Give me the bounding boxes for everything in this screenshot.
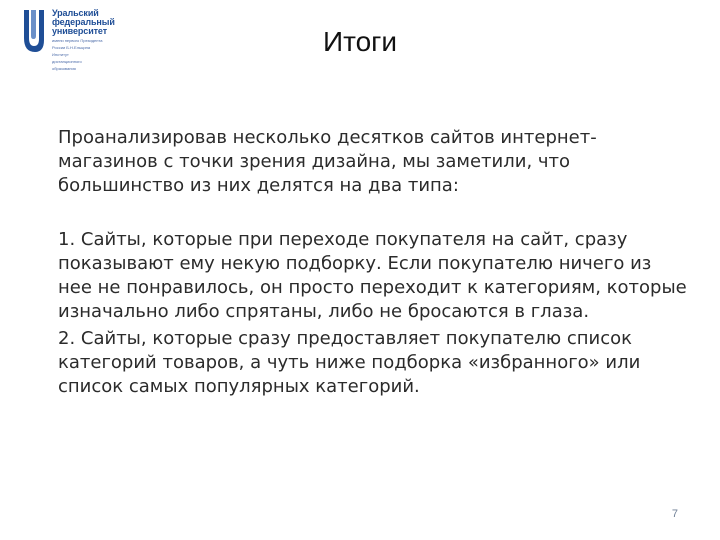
- university-logo: [22, 8, 122, 70]
- logo-department-line: дистанционного: [52, 59, 82, 64]
- logo-subtitle-line: имени первого Президента: [52, 38, 103, 43]
- logo-subtitle-line: России Б.Н.Ельцина: [52, 45, 91, 50]
- urfu-logo-icon: [22, 8, 46, 54]
- logo-text: [52, 9, 126, 71]
- logo-name-line: федеральный: [52, 17, 115, 27]
- logo-name-line: университет: [52, 26, 108, 36]
- page-number: 7: [671, 508, 678, 520]
- logo-department-line: Институт: [52, 52, 69, 57]
- slide-title: Итоги: [322, 26, 398, 57]
- logo-name-line: Уральский: [52, 8, 99, 18]
- list-item: 1. Сайты, которые при переходе покупателя на сайт, сразу показывают ему некую подборку. Если покупателю ничего из нее не понравилось, он просто переходит к категориям, которые изначально либо спрятаны, либо не бросаются в глаза.: [58, 229, 687, 322]
- intro-paragraph: Проанализировав несколько десятков сайтов интернет-магазинов с точки зрения дизайна, мы заметили, что большинство из них делятся на два типа:: [58, 127, 597, 196]
- logo-department-line: образования: [52, 66, 76, 71]
- slide-body: [58, 126, 688, 402]
- list-item: 2. Сайты, которые сразу предоставляет покупателю список категорий товаров, а чуть ниже подборка «избранного» или список самых популярных категорий.: [58, 328, 641, 397]
